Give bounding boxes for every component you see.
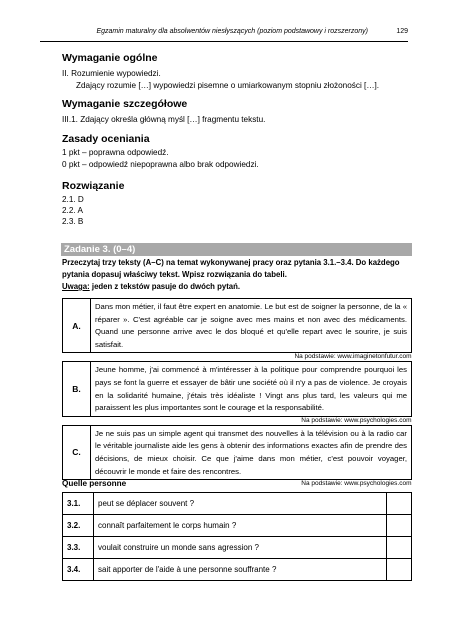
question-row [63,515,412,537]
scoring-line-1: 1 pkt – poprawna odpowiedź. [62,148,169,157]
task-note [62,282,240,291]
questions-title: Quelle personne [62,479,127,488]
question-row [63,537,412,559]
question-text: voulait construire un monde sans agression ? [94,537,387,559]
note-label: Uwaga: [62,282,90,291]
answer-cell[interactable] [387,515,412,537]
header-title: Egzamin maturalny dla absolwentów niesłyszących (poziom podstawowy i rozszerzony) [96,28,368,35]
text-body: Dans mon métier, il faut être expert en anatomie. Le but est de soigner la personne, de la « réparer ». C'est agréable car je soigne avec mes mains et non avec des médicaments. Quand une personne arrive avec le dos bloqué et qu'elle repart avec le sourire, je suis satisfait. [91,299,412,353]
question-number: 3.4. [63,559,94,581]
question-text: peut se déplacer souvent ? [94,493,387,515]
question-row [63,559,412,581]
task-instruction-line-2: pytania dopasuj właściwy tekst. Wpisz rozwiązania do tabeli. [62,270,287,279]
solution-answer: 2.1. D [62,195,84,204]
text-body: Je ne suis pas un simple agent qui transmet des nouvelles à la télévision ou à la radio car le véritable journaliste aide les gens à obtenir des informations exactes afin de prendre des décisions, de mieux choisir. Ce que j'aime dans mon métier, c'est pouvoir voyager, découvrir le monde et faire des rencontres. [91,425,412,479]
source-row [63,353,412,362]
answer-cell[interactable] [387,559,412,581]
general-requirement-line: II. Rozumienie wypowiedzi. [62,69,161,78]
question-number: 3.1. [63,493,94,515]
texts-table [62,298,412,488]
scoring-heading: Zasady oceniania [62,133,150,145]
general-requirement-detail: Zdający rozumie […] wypowiedzi pisemne o umiarkowanym stopniu złożoności […]. [76,81,380,90]
question-number: 3.3. [63,537,94,559]
source-row [63,416,412,425]
question-text: sait apporter de l'aide à une personne souffrante ? [94,559,387,581]
task-instruction-line-1: Przeczytaj trzy teksty (A–C) na temat wykonywanej pracy oraz pytania 3.1.–3.4. Do każdego [62,258,400,267]
specific-requirement-line: III.1. Zdający określa główną myśl […] fragmentu tekstu. [62,115,266,124]
text-row [63,425,412,479]
text-label: C. [63,425,91,479]
question-number: 3.2. [63,515,94,537]
solution-heading: Rozwiązanie [62,180,125,192]
solution-answer: 2.2. A [62,206,83,215]
text-source: Na podstawie: www.psychologies.com [301,480,412,488]
question-row [63,493,412,515]
text-label: A. [63,299,91,353]
text-body: Jeune homme, j'ai commencé à m'intéresser à la politique pour comprendre pourquoi les pays se font la guerre et essayer de bâtir une société où il n'y a pas de violence. Je croyais en la solidarité humaine, j'étais très idéaliste ! Vingt ans plus tard, les valeurs qui me paraissent les plus importantes sont le courage et la responsabilité. [91,362,412,416]
answer-table [62,492,412,581]
answer-cell[interactable] [387,493,412,515]
solution-answer: 2.3. B [62,217,84,226]
text-source: Na podstawie: www.imaginetonfutur.com [294,353,412,361]
specific-requirement-heading: Wymaganie szczegółowe [62,98,188,110]
general-requirement-heading: Wymaganie ogólne [62,52,158,64]
page-number: 129 [396,28,408,35]
task-title-bar: Zadanie 3. (0–4) [61,243,412,256]
text-row [63,299,412,353]
answer-cell[interactable] [387,537,412,559]
text-row [63,362,412,416]
question-text: connaît parfaitement le corps humain ? [94,515,387,537]
text-source: Na podstawie: www.psychologies.com [301,416,412,424]
note-text: jeden z tekstów pasuje do dwóch pytań. [89,282,241,291]
scoring-line-2: 0 pkt – odpowiedź niepoprawna albo brak odpowiedzi. [62,160,259,169]
page-header [40,27,408,42]
text-label: B. [63,362,91,416]
